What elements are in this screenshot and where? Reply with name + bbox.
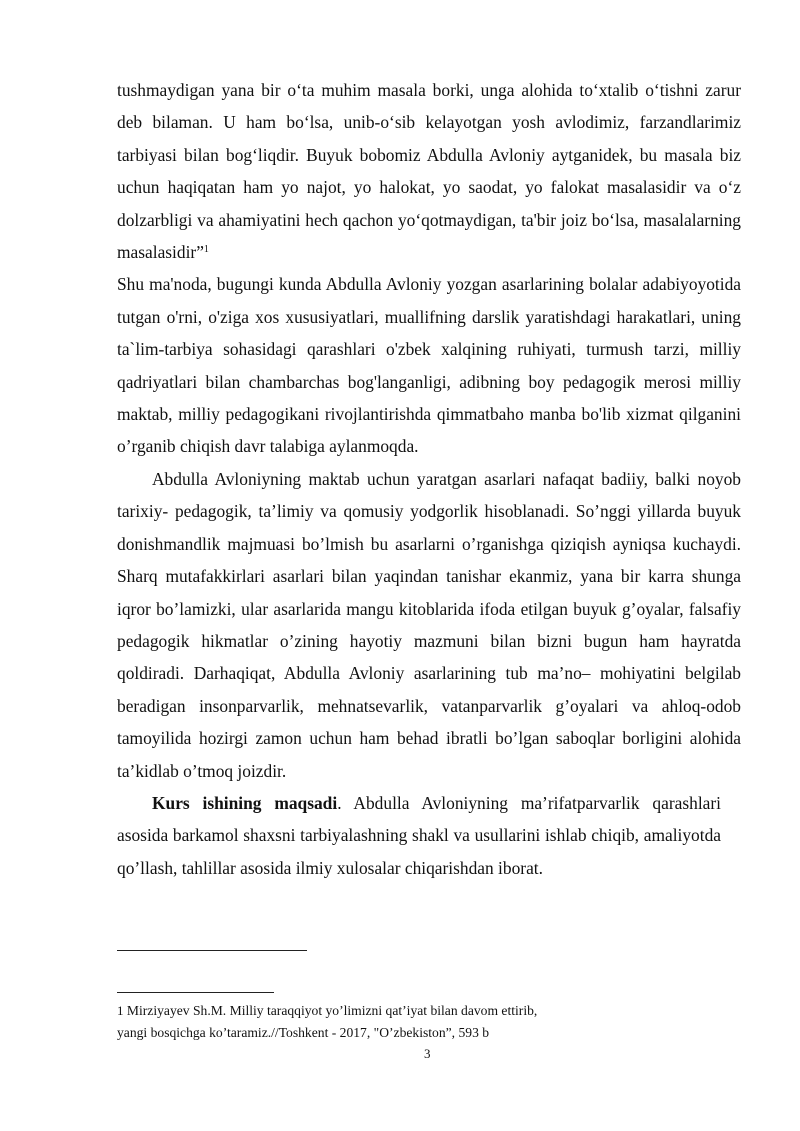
footnote bbox=[117, 1000, 677, 1043]
footnote-line-1 bbox=[117, 1000, 677, 1022]
footnote-line-1-text: Mirziyayev Sh.M. Milliy taraqqiyot yo’limizni qat’iyat bilan davom ettirib, bbox=[126, 1003, 538, 1018]
paragraph-1-text: tushmaydigan yana bir o‘ta muhim masala borki, unga alohida to‘xtalib o‘tishni zarur deb bilaman. U ham bo‘lsa, unib-o‘sib kelayotgan yosh avlodimiz, farzandlarimiz tarbiyasi bilan bog‘liqdir. Buyuk bobomiz Abdulla Avloniy aytganidek, bu masala biz uchun haqiqatan ham yo najot, yo halokat, yo saodat, yo falokat masalasidir va o‘z dolzarbligi va ahamiyatini hech qachon yo‘qotmaydigan, ta'bir joiz bo‘lsa, masalalarning masalasidir” bbox=[117, 80, 741, 263]
footnote-line-2: yangi bosqichga ko’taramiz.//Toshkent - 2017, "O’zbekiston”, 593 b bbox=[117, 1024, 490, 1040]
footnote-ref: 1 bbox=[203, 244, 209, 256]
goal-text: . Abdulla Avloniyning ma’rifatparvarlik qarashlari asosida barkamol shaxsni tarbiyalashning shakl va usullarini ishlab chiqib, amaliyotda qo’llash, tahlillar asosida ilmiy xulosalar chiqarishdan iborat. bbox=[117, 792, 721, 878]
footnote-separator-short bbox=[117, 992, 274, 993]
footnote-number: 1 bbox=[117, 1003, 124, 1018]
paragraph-4 bbox=[117, 787, 741, 884]
footnote-separator bbox=[117, 950, 307, 951]
page-number: 3 bbox=[424, 1046, 431, 1061]
paragraph-2: Shu ma'noda, bugungi kunda Abdulla Avloniy yozgan asarlarining bolalar adabiyoyotida tutgan o'rni, o'ziga xos xususiyatlari, muallifning darslik yaratishdagi harakatlari, uning ta`lim-tarbiya sohasidagi qarashlari o'zbek xalqining ruhiyati, turmush tarzi, milliy qadriyatlari bilan chambarchas bog'langanligi, adibning boy pedagogik merosi milliy maktab, milliy pedagogikani rivojlantirishda qimmatbaho manba bo'lib xizmat qilganini o’rganib chiqish davr talabiga aylanmoqda. bbox=[117, 274, 741, 457]
paragraph-1 bbox=[117, 74, 741, 268]
goal-heading: Kurs ishining maqsadi bbox=[152, 792, 338, 813]
paragraph-3: Abdulla Avloniyning maktab uchun yaratgan asarlari nafaqat badiiy, balki noyob tarixiy- pedagogik, ta’limiy va qomusiy yodgorlik hisoblanadi. So’nggi yillarda buyuk donishmandlik majmuasi bo’lmish bu asarlarni o’rganishga qiziqish ayniqsa kuchaydi. Sharq mutafakkirlari asarlari bilan yaqindan tanishar ekanmiz, yana bir karra shunga iqror bo’lamizki, ular asarlarida mangu kitoblarida ifoda etilgan buyuk g’oyalar, falsafiy pedagogik hikmatlar o’zining hayotiy mazmuni bilan bizni bugun ham hayratda qoldiradi. Darhaqiqat, Abdulla Avloniy asarlarining tub ma’no– mohiyatini belgilab beradigan insonparvarlik, mehnatsevarlik, vatanparvarlik g’oyalari va ahloq-odob tamoyilida hozirgi zamon uchun ham behad ibratli bo’lgan saboqlar borligini alohida ta’kidlab o’tmoq joizdir. bbox=[117, 468, 741, 781]
page-body bbox=[117, 74, 741, 884]
